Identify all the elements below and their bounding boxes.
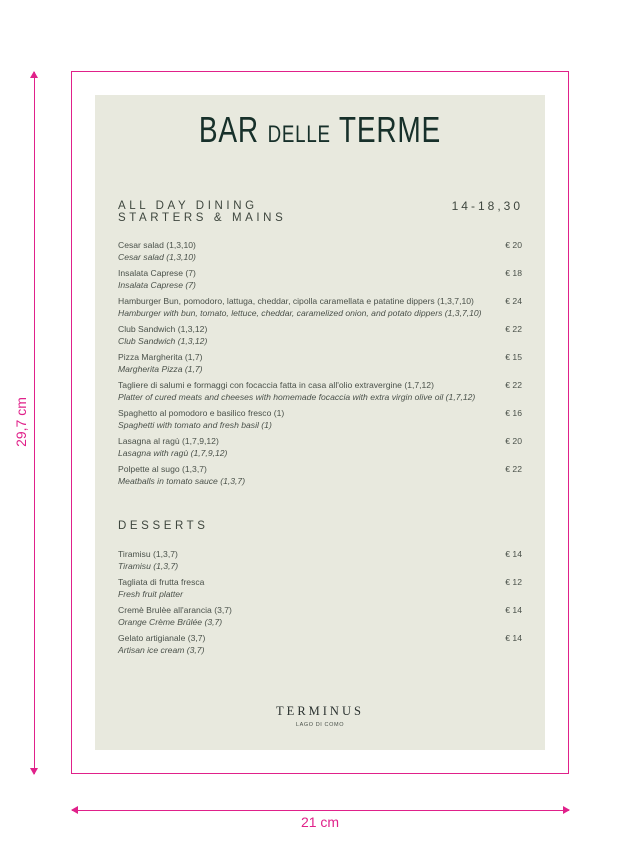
logo-subtitle: LAGO DI COMO <box>295 722 345 728</box>
price: € 22 <box>505 380 522 390</box>
height-dimension-line <box>34 72 35 774</box>
width-label: 21 cm <box>300 814 340 830</box>
menu-item: Tagliata di frutta fresca Fresh fruit platter € 12 <box>118 577 522 599</box>
title-bar: BAR <box>198 109 260 150</box>
menu-item: Insalata Caprese (7) Insalata Caprese (7) € 18 <box>118 268 522 290</box>
price: € 14 <box>505 549 522 559</box>
price: € 18 <box>505 268 522 278</box>
price: € 15 <box>505 352 522 362</box>
menu-item: Gelato artigianale (3,7) Artisan ice cream (3,7) € 14 <box>118 633 522 655</box>
menu-title <box>145 109 496 151</box>
menu-item: Spaghetto al pomodoro e basilico fresco (1) Spaghetti with tomato and fresh basil (1) € 16 <box>118 408 522 430</box>
price: € 22 <box>505 324 522 334</box>
price: € 20 <box>505 436 522 446</box>
height-label: 29,7 cm <box>13 397 29 447</box>
title-delle: DELLE <box>267 121 331 148</box>
price: € 14 <box>505 605 522 615</box>
arrow-up-icon <box>30 71 38 78</box>
price: € 12 <box>505 577 522 587</box>
width-dimension-line <box>72 810 569 811</box>
menu-item: Cesar salad (1,3,10) Cesar salad (1,3,10) € 20 <box>118 240 522 262</box>
title-terme: TERME <box>338 109 442 150</box>
menu-item: Pizza Margherita (1,7) Margherita Pizza (1,7) € 15 <box>118 352 522 374</box>
price: € 14 <box>505 633 522 643</box>
menu-item: Polpette al sugo (1,3,7) Meatballs in tomato sauce (1,3,7) € 22 <box>118 464 522 486</box>
section-heading-desserts: DESSERTS <box>118 520 209 532</box>
price: € 24 <box>505 296 522 306</box>
price: € 16 <box>505 408 522 418</box>
menu-card <box>95 95 545 750</box>
menu-item: Tiramisu (1,3,7) Tiramisu (1,3,7) € 14 <box>118 549 522 571</box>
terminus-logo: TERMINUS <box>276 704 364 718</box>
menu-item: Tagliere di salumi e formaggi con focaccia fatta in casa all'olio extravergine (1,7,12) Platter of cured meats and cheeses with homemade focaccia with extra virgin olive oil (1,7,12) € 22 <box>118 380 522 402</box>
price: € 20 <box>505 240 522 250</box>
menu-item: Cremè Brulèe all'arancia (3,7) Orange Crème Brûlée (3,7) € 14 <box>118 605 522 627</box>
arrow-right-icon <box>563 806 570 814</box>
menu-item: Club Sandwich (1,3,12) Club Sandwich (1,3,12) € 22 <box>118 324 522 346</box>
menu-item: Lasagna al ragù (1,7,9,12) Lasagna with ragù (1,7,9,12) € 20 <box>118 436 522 458</box>
arrow-down-icon <box>30 768 38 775</box>
service-hours: 14-18,30 <box>451 199 523 213</box>
menu-item: Hamburger Bun, pomodoro, lattuga, cheddar, cipolla caramellata e patatine dippers (1,3,7,10) Hamburger with bun, tomato, lettuce, cheddar, caramelized onion, and potato dippers (1,3,7,10) € 24 <box>118 296 522 318</box>
section-heading-dining: ALL DAY DINING STARTERS & MAINS <box>118 200 287 224</box>
price: € 22 <box>505 464 522 474</box>
arrow-left-icon <box>71 806 78 814</box>
